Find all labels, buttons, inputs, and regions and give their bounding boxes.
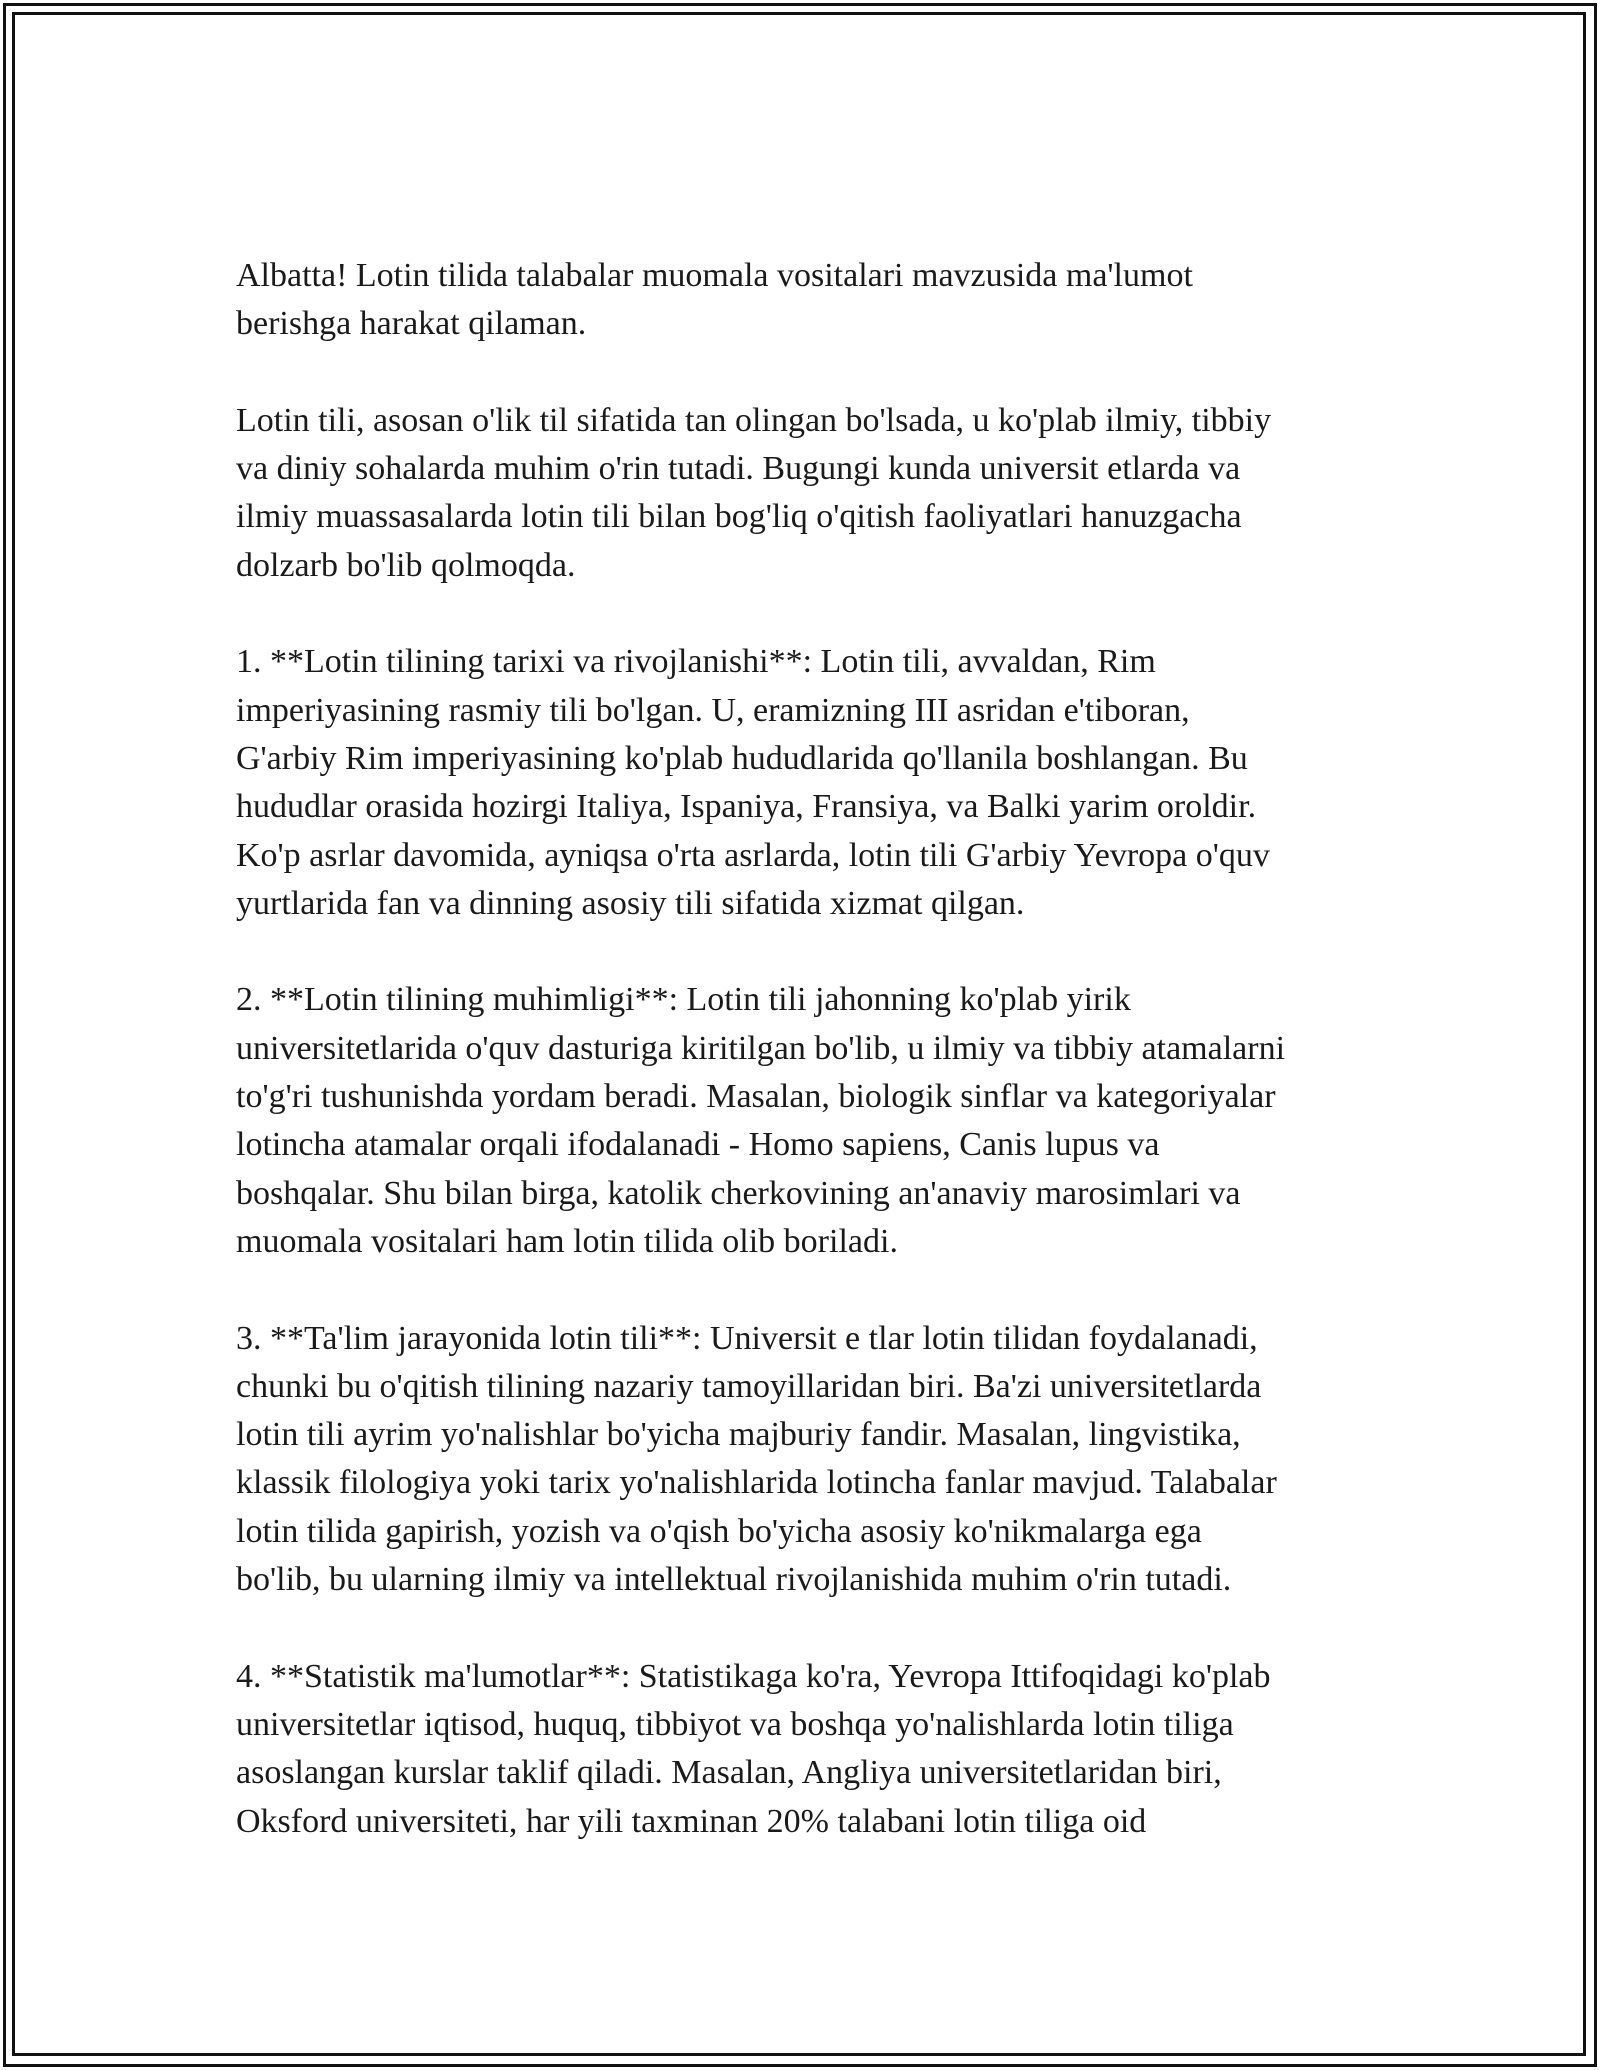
intro-paragraph: Albatta! Lotin tilida talabalar muomala vositalari mavzusida ma'lumot berishga harakat qilaman. [236, 257, 1193, 343]
overview-paragraph: Lotin tili, asosan o'lik til sifatida tan olingan bo'lsada, u ko'plab ilmiy, tibbiy va diniy sohalarda muhim o'rin tutadi. Bugungi kunda universit etlarda va ilmiy muassasalarda lotin tili bilan bog'liq o'qitish faoliyatlari hanuzgacha dolzarb bo'lib qolmoqda. [236, 401, 1272, 584]
importance-paragraph: 2. **Lotin tilining muhimligi**: Lotin tili jahonning ko'plab yirik universitetlarida o'quv dasturiga kiritilgan bo'lib, u ilmiy va tibbiy atamalarni to'g'ri tushunishda yordam beradi. Masalan, biologik sinflar va kategoriyalar lotincha atamalar orqali ifodalanadi - Homo sapiens, Canis lupus va boshqalar. Shu bilan birga, katolik cherkovining an'anaviy marosimlari va muomala vositalari ham lotin tilida olib boriladi. [236, 981, 1286, 1260]
document-body [236, 252, 1376, 1846]
history-paragraph: 1. **Lotin tilining tarixi va rivojlanishi**: Lotin tili, avvaldan, Rim imperiyasining rasmiy tili bo'lgan. U, eramizning III asridan e'tiboran, G'arbiy Rim imperiyasining ko'plab hududlarida qo'llanila boshlangan. Bu hududlar orasida hozirgi Italiya, Ispaniya, Fransiya, va Balki yarim oroldir. Ko'p asrlar davomida, ayniqsa o'rta asrlarda, lotin tili G'arbiy Yevropa o'quv yurtlarida fan va dinning asosiy tili sifatida xizmat qilgan. [236, 643, 1270, 922]
statistics-paragraph: 4. **Statistik ma'lumotlar**: Statistikaga ko'ra, Yevropa Ittifoqidagi ko'plab universitetlar iqtisod, huquq, tibbiyot va boshqa yo'nalishlarda lotin tiliga asoslangan kurslar taklif qiladi. Masalan, Angliya universitetlaridan biri, Oksford universiteti, har yili taxminan 20% talabani lotin tiliga oid [236, 1657, 1271, 1840]
education-paragraph: 3. **Ta'lim jarayonida lotin tili**: Universit e tlar lotin tilidan foydalanadi, chunki bu o'qitish tilining nazariy tamoyillaridan biri. Ba'zi universitetlarda lotin tili ayrim yo'nalishlar bo'yicha majburiy fandir. Masalan, lingvistika, klassik filologiya yoki tarix yo'nalishlarida lotincha fanlar mavjud. Talabalar lotin tilida gapirish, yozish va o'qish bo'yicha asosiy ko'nikmalarga ega bo'lib, bu ularning ilmiy va intellektual rivojlanishida muhim o'rin tutadi. [236, 1319, 1277, 1599]
